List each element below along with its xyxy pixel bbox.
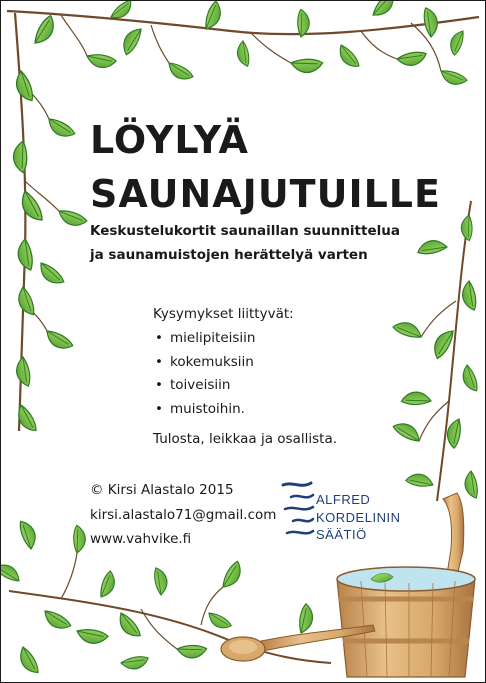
website-link[interactable]: www.vahvike.fi: [90, 531, 192, 547]
kordelin-waves-logo-icon: [283, 483, 313, 533]
topic-item-experiences: • kokemuksiin: [153, 351, 294, 375]
topics-label: Kysymykset liittyvät:: [153, 306, 294, 322]
subtitle-line-1: Keskustelukortit saunaillan suunnittelua: [90, 223, 400, 239]
topic-item-memories: • muistoihin.: [153, 398, 294, 422]
title-line-1: LÖYLYÄ: [90, 118, 249, 162]
topic-item-wishes: • toiveisiin: [153, 374, 294, 398]
contact-block: [90, 478, 276, 552]
poster-title: [90, 113, 441, 221]
topic-item-opinions: • mielipiteisiin: [153, 327, 294, 351]
logo-line-3: SÄÄTIÖ: [316, 527, 367, 542]
email-link[interactable]: kirsi.alastalo71@gmail.com: [90, 506, 277, 523]
topics-list: [153, 327, 294, 421]
top-birch-branch-icon: [7, 1, 479, 91]
title-line-2: SAUNAJUTUILLE: [90, 172, 441, 216]
subtitle-line-2: ja saunamuistojen herättelyä varten: [90, 247, 368, 263]
copyright-text: © Kirsi Alastalo 2015: [90, 482, 234, 498]
right-birch-branch-icon: [393, 201, 484, 501]
logo-line-1: ALFRED: [316, 492, 371, 507]
kordelin-foundation-logo: [316, 491, 400, 544]
logo-line-2: KORDELININ: [316, 509, 401, 525]
call-to-action: Tulosta, leikkaa ja osallista.: [153, 431, 338, 447]
poster-subtitle: [90, 219, 400, 267]
topics-section: [153, 303, 294, 421]
left-birch-branch-icon: [7, 13, 86, 431]
